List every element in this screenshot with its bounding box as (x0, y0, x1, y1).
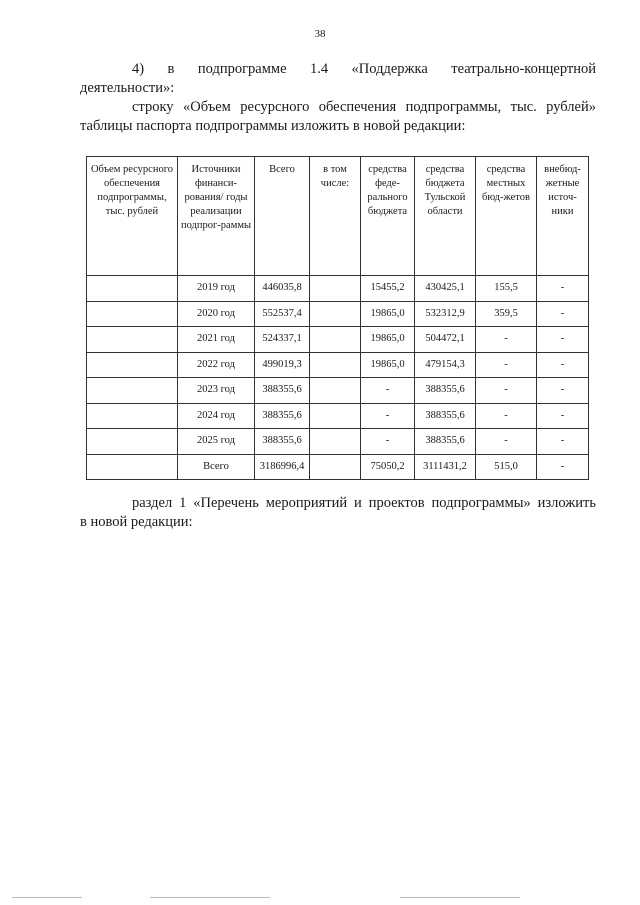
table-row (87, 352, 589, 378)
cell-total: 552537,4 (255, 301, 310, 327)
cell-extra: - (537, 378, 589, 404)
closing-word: и (354, 495, 362, 511)
cell-regional: 504472,1 (415, 327, 476, 353)
intro-word: 4) (132, 61, 145, 77)
cell-regional: 532312,9 (415, 301, 476, 327)
instruction-word: тыс. (510, 99, 537, 115)
closing-word: раздел (132, 495, 173, 511)
intro-word: 1.4 (309, 61, 329, 77)
cell-extra: - (537, 301, 589, 327)
cell-year: 2021 год (178, 327, 255, 353)
cell-extra: - (537, 429, 589, 455)
header-extra: внебюд-жетные источ-ники (537, 157, 589, 276)
closing-word: мероприятий (265, 495, 348, 511)
blank-cell (87, 429, 178, 455)
cell-year: 2025 год (178, 429, 255, 455)
cell-including (310, 403, 361, 429)
instruction-line-1 (80, 98, 596, 117)
instruction-line-2: таблицы паспорта подпрограммы изложить в новой редакции: (80, 118, 466, 134)
instruction-word: подпрограммы, (405, 99, 502, 115)
header-including: в том числе: (310, 157, 361, 276)
cell-federal: 19865,0 (361, 327, 415, 353)
header-sources: Источники финанси-рования/ годы реализации подпрог-раммы (178, 157, 255, 276)
cell-including (310, 454, 361, 480)
table-row (87, 403, 589, 429)
closing-paragraph (80, 494, 596, 532)
cell-extra: - (537, 276, 589, 302)
cell-total: 388355,6 (255, 429, 310, 455)
cell-extra: - (537, 352, 589, 378)
resource-table (86, 156, 589, 480)
cell-federal: 75050,2 (361, 454, 415, 480)
instruction-word: ресурсного (240, 99, 310, 115)
page-number: 38 (314, 28, 326, 40)
cell-regional: 388355,6 (415, 378, 476, 404)
cell-total: 524337,1 (255, 327, 310, 353)
cell-federal: - (361, 378, 415, 404)
blank-cell (87, 378, 178, 404)
cell-local: - (476, 429, 537, 455)
cell-federal: 19865,0 (361, 301, 415, 327)
cell-federal: 19865,0 (361, 352, 415, 378)
cell-including (310, 352, 361, 378)
closing-word: изложить (537, 495, 596, 511)
scan-artifact (150, 897, 270, 898)
cell-year: 2023 год (178, 378, 255, 404)
header-regional: средства бюджета Тульской области (415, 157, 476, 276)
header-total: Всего (255, 157, 310, 276)
cell-local: 515,0 (476, 454, 537, 480)
intro-word: театрально-концертной (451, 61, 596, 77)
cell-year: 2019 год (178, 276, 255, 302)
closing-word: подпрограммы» (431, 495, 531, 511)
cell-local: - (476, 378, 537, 404)
cell-including (310, 327, 361, 353)
blank-cell (87, 352, 178, 378)
table-header-row (87, 157, 589, 276)
cell-regional: 430425,1 (415, 276, 476, 302)
cell-federal: - (361, 429, 415, 455)
intro-line-2: деятельности»: (80, 80, 175, 96)
cell-local: - (476, 352, 537, 378)
instruction-word: строку (132, 99, 174, 115)
cell-federal: - (361, 403, 415, 429)
closing-word: 1 (179, 495, 187, 511)
closing-line-2: в новой редакции: (80, 514, 193, 530)
cell-including (310, 301, 361, 327)
blank-cell (87, 301, 178, 327)
closing-word: «Перечень (193, 495, 259, 511)
cell-year: 2024 год (178, 403, 255, 429)
table-row (87, 301, 589, 327)
scan-artifact (400, 897, 520, 898)
instruction-word: «Объем (182, 99, 231, 115)
blank-cell (87, 276, 178, 302)
header-local: средства местных бюд-жетов (476, 157, 537, 276)
cell-including (310, 429, 361, 455)
instruction-word: обеспечения (318, 99, 397, 115)
cell-regional: 3111431,2 (415, 454, 476, 480)
table-row (87, 276, 589, 302)
instruction-word: рублей» (546, 99, 596, 115)
table-row (87, 454, 589, 480)
cell-regional: 388355,6 (415, 403, 476, 429)
cell-extra: - (537, 454, 589, 480)
table-row (87, 429, 589, 455)
cell-total: 499019,3 (255, 352, 310, 378)
table-row (87, 378, 589, 404)
closing-word: проектов (368, 495, 425, 511)
cell-local: - (476, 403, 537, 429)
intro-word: подпрограмме (197, 61, 287, 77)
cell-total: 446035,8 (255, 276, 310, 302)
closing-line-1 (80, 494, 596, 513)
intro-word: «Поддержка (351, 61, 428, 77)
scan-artifact (12, 897, 82, 898)
blank-cell (87, 327, 178, 353)
cell-including (310, 276, 361, 302)
cell-including (310, 378, 361, 404)
cell-federal: 15455,2 (361, 276, 415, 302)
cell-year: 2020 год (178, 301, 255, 327)
blank-cell (87, 454, 178, 480)
blank-cell (87, 403, 178, 429)
intro-word: в (167, 61, 175, 77)
cell-extra: - (537, 327, 589, 353)
intro-line-1 (80, 60, 596, 79)
cell-year: Всего (178, 454, 255, 480)
header-federal: средства феде-рального бюджета (361, 157, 415, 276)
header-volume: Объем ресурсного обеспечения подпрограммы, тыс. рублей (87, 157, 178, 276)
cell-total: 3186996,4 (255, 454, 310, 480)
cell-regional: 388355,6 (415, 429, 476, 455)
cell-total: 388355,6 (255, 403, 310, 429)
cell-year: 2022 год (178, 352, 255, 378)
cell-regional: 479154,3 (415, 352, 476, 378)
cell-local: 155,5 (476, 276, 537, 302)
table-row (87, 327, 589, 353)
intro-paragraph (80, 60, 596, 98)
instruction-paragraph (80, 98, 596, 136)
cell-total: 388355,6 (255, 378, 310, 404)
cell-extra: - (537, 403, 589, 429)
cell-local: - (476, 327, 537, 353)
cell-local: 359,5 (476, 301, 537, 327)
